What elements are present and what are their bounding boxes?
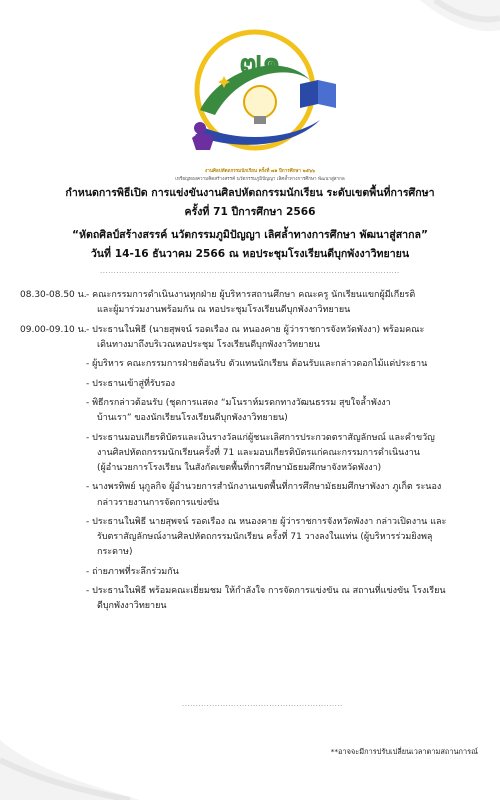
schedule-item: - ถ่ายภาพที่ระลึกร่วมกัน xyxy=(86,566,179,577)
header-line-3: “หัตถศิลป์สร้างสรรค์ นวัตกรรมภูมิปัญญา เลิศล้ำทางการศึกษา พัฒนาสู่สากล” xyxy=(72,229,428,241)
schedule-item: - ประธานในพิธี พร้อมคณะเยี่ยมชม ให้กำลังใจ การจัดการแข่งขัน ณ สถานที่แข่งขัน โรงเรียน xyxy=(86,586,446,597)
schedule-item-continuation: (ผู้อำนวยการโรงเรียน ในสังกัดเขตพื้นที่การศึกษามัธยมศึกษาจังหวัดพังงา) xyxy=(97,463,382,473)
schedule-item-continuation: กระดาษ) xyxy=(97,547,133,558)
header-line-1: กำหนดการพิธีเปิด การแข่งขันงานศิลปหัตถกรรมนักเรียน ระดับเขตพื้นที่การศึกษา xyxy=(65,187,435,199)
schedule-item: - พิธีกรกล่าวต้อนรับ (ชุดการแสดง “มโนราห์มรดกทางวัฒนธรรม สุขใจล้ำพังงา xyxy=(86,398,391,408)
logo-emblem xyxy=(160,10,360,160)
logo-number: ๗๑ xyxy=(239,45,281,80)
header-line-4: วันที่ 14-16 ธันวาคม 2566 ณ หอประชุมโรงเรียนดีบุกพังงาวิทยายน xyxy=(90,248,410,260)
logo-caption-1: งานศิลปหัตถกรรมนักเรียน ครั้งที่ ๗๑ ปีการศึกษา ๒๕๖๖ xyxy=(205,169,315,174)
logo-caption-2: เหรียญทองความคิดสร้างสรรค์ นวัตกรรมภูมิปัญญา เลิศล้ำทางการศึกษา พัฒนาสู่สากล xyxy=(175,177,345,182)
schedule-item-continuation: ดีบุกพังงาวิทยายน xyxy=(97,601,167,612)
schedule-item-continuation: รับตราสัญลักษณ์งานศิลปหัตถกรรมนักเรียน ครั้งที่ 71 วางลงในแท่น (ผู้บริหารร่วมยิงพลุ xyxy=(97,532,433,543)
schedule-item-continuation: กล่าวรายงานการจัดการแข่งขัน xyxy=(97,497,220,508)
bottom-divider: ........................................................... xyxy=(182,700,343,708)
top-divider: .............................................................................................................. xyxy=(100,267,400,275)
schedule-item-continuation: และผู้มาร่วมงานพร้อมกัน ณ หอประชุมโรงเรียนดีบุกพังงาวิทยายน xyxy=(97,305,351,316)
schedule-item: - ประธานมอบเกียรติบัตรและเงินรางวัลแก่ผู้ชนะเลิศการประกวดตราสัญลักษณ์ และคำขวัญ xyxy=(86,432,435,443)
schedule-item: - คณะกรรมการดำเนินงานทุกฝ่าย ผู้บริหารสถานศึกษา คณะครู นักเรียนแขกผู้มีเกียรติ xyxy=(86,290,416,300)
schedule-item: - ประธานในพิธี (นายสุพจน์ รอดเรือง ณ หนองคาย ผู้ว่าราชการจังหวัดพังงา) พร้อมคณะ xyxy=(86,324,425,335)
schedule-item-continuation: บ้านเรา” ของนักเรียนโรงเรียนดีบุกพังงาวิทยายน) xyxy=(97,413,288,424)
footnote: **อาจจะมีการปรับเปลี่ยนเวลาตามสถานการณ์ xyxy=(330,747,478,756)
corner-decoration-bottom-left xyxy=(0,710,140,800)
event-logo xyxy=(160,10,360,185)
schedule-time: 08.30-08.50 น. xyxy=(20,290,87,300)
schedule-item: - นางพรทิพย์ นุกูลกิจ ผู้อำนวยการสำนักงานเขตพื้นที่การศึกษามัธยมศึกษาพังงา ภูเก็ต ระนอง xyxy=(86,482,442,493)
corner-decoration-top-right xyxy=(380,0,500,90)
header-line-2: ครั้งที่ 71 ปีการศึกษา 2566 xyxy=(184,206,316,218)
schedule-item-continuation: เดินทางมาถึงบริเวณหอประชุม โรงเรียนดีบุกพังงาวิทยายน xyxy=(97,339,320,350)
schedule-time: 09.00-09.10 น. xyxy=(20,324,87,335)
schedule-item: - ผู้บริหาร คณะกรรมการฝ่ายต้อนรับ ตัวแทนนักเรียน ต้อนรับและกล่าวดอกไม้แด่ประธาน xyxy=(86,359,428,370)
schedule-item: - ประธานเข้าสู่ที่รับรอง xyxy=(86,378,176,389)
schedule-item: - ประธานในพิธี นายสุพจน์ รอดเรือง ณ หนองคาย ผู้ว่าราชการจังหวัดพังงา กล่าวเปิดงาน และ xyxy=(86,517,447,527)
schedule-item-continuation: งานศิลปหัตถกรรมนักเรียนครั้งที่ 71 และมอบเกียรติบัตรแก่คณะกรรมการดำเนินงาน xyxy=(97,447,420,458)
